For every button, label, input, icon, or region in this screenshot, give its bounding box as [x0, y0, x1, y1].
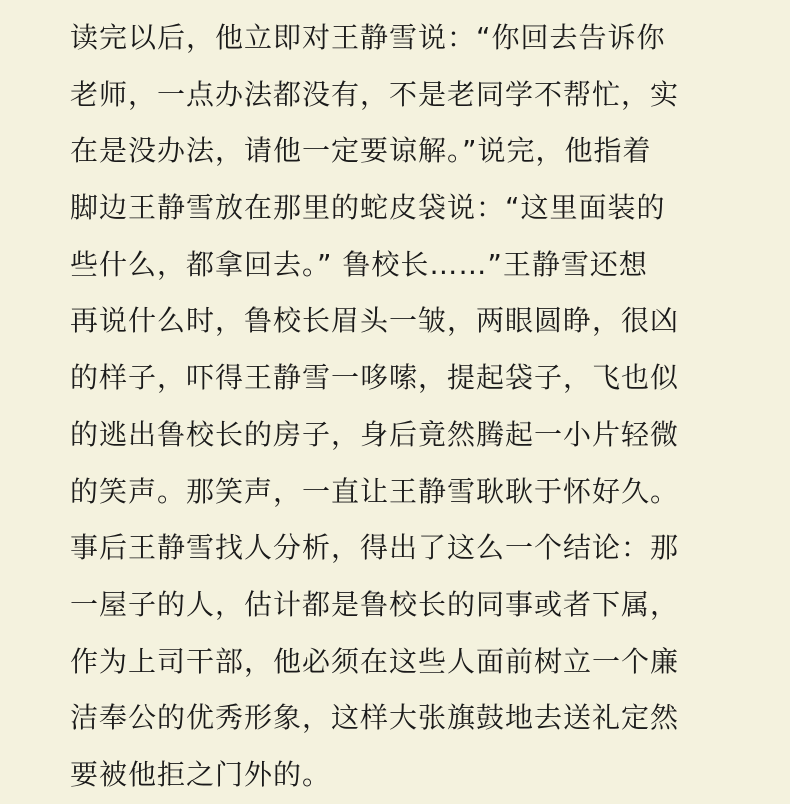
text-line: 老师，一点办法都没有，不是老同学不帮忙，实	[70, 77, 680, 111]
text-line: 读完以后，他立即对王静雪说：“你回去告诉你	[70, 21, 666, 54]
text-line: 的笑声。那笑声，一直让王静雪耿耿于怀好久。	[70, 474, 680, 508]
text-line: 在是没办法，请他一定要谅解。”说完，他指着	[70, 134, 652, 168]
text-line: 再说什么时，鲁校长眉头一皱，两眼圆睁，很凶	[70, 304, 680, 338]
text-line: 作为上司干部，他必须在这些人面前树立一个廉	[70, 644, 680, 678]
text-line: 的逃出鲁校长的房子，身后竟然腾起一小片轻微	[70, 417, 680, 451]
text-line: 一屋子的人，估计都是鲁校长的同事或者下属，	[70, 587, 680, 621]
text-line: 的样子，吓得王静雪一哆嗦，提起袋子，飞也似	[70, 361, 680, 395]
text-line: 脚边王静雪放在那里的蛇皮袋说：“这里面装的	[70, 191, 666, 225]
text-line: 些什么，都拿回去。” 鲁校长……”王静雪还想	[70, 247, 648, 281]
text-line: 洁奉公的优秀形象，这样大张旗鼓地去送礼定然	[70, 701, 680, 735]
article-text	[70, 10, 750, 804]
text-line: 事后王静雪找人分析，得出了这么一个结论：那	[70, 531, 680, 565]
text-line: 要被他拒之门外的。	[70, 757, 332, 791]
